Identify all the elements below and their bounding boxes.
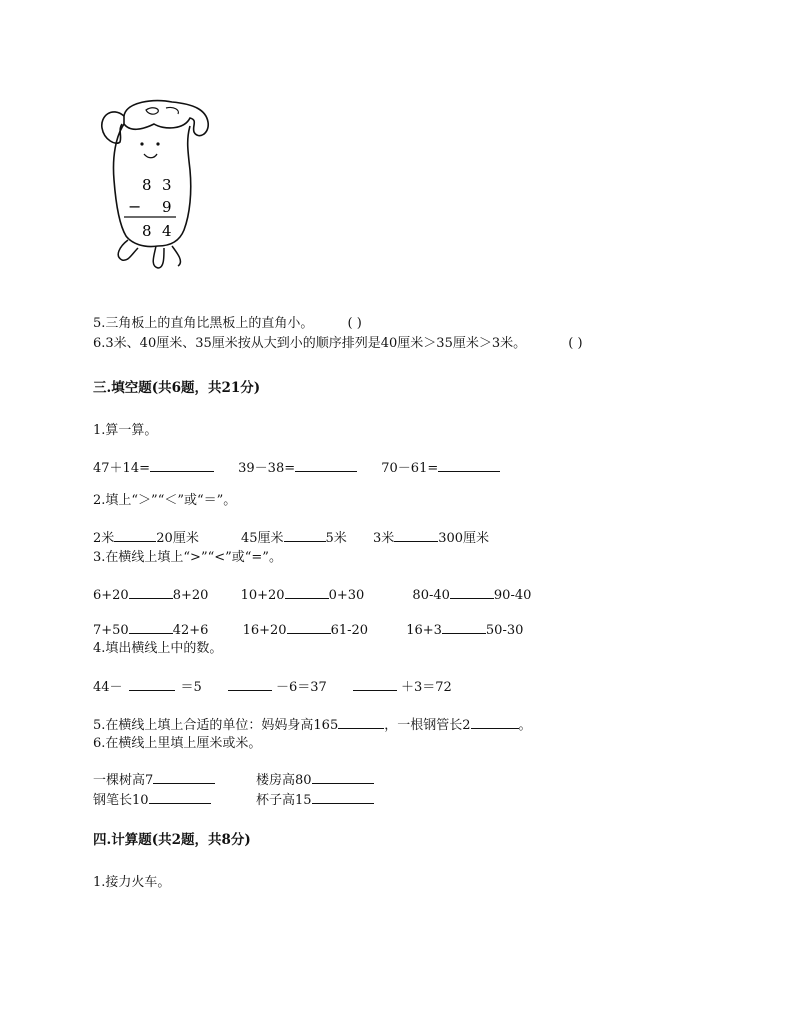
compare-right: 61-20 <box>330 623 369 638</box>
question-text: 。 <box>518 718 532 733</box>
answer-blank[interactable] <box>228 678 272 691</box>
calc-item: 70－61= <box>381 461 439 476</box>
answer-blank[interactable] <box>129 678 175 691</box>
calc-item: 47＋14= <box>93 461 150 476</box>
answer-blank[interactable] <box>114 529 156 542</box>
compare-right: 5米 <box>325 531 347 546</box>
answer-paren[interactable]: ( ) <box>347 316 362 331</box>
digit: 4 <box>162 222 172 240</box>
answer-blank[interactable] <box>285 586 329 599</box>
digit: 3 <box>162 176 172 194</box>
answer-blank[interactable] <box>295 459 357 472</box>
unit-item: 钢笔长10 <box>93 793 149 808</box>
section-title: 三.填空题(共6题，共21分) <box>93 380 261 396</box>
compare-left: 45厘米 <box>240 531 284 546</box>
answer-blank[interactable] <box>129 621 173 634</box>
question-label: 6.在横线上里填上厘米或米。 <box>93 736 262 751</box>
unit-item: 一棵树高7 <box>93 773 154 788</box>
compare-right: 20厘米 <box>156 531 199 546</box>
equation-part: －6＝37 <box>275 680 327 695</box>
compare-left: 16+3 <box>406 623 442 638</box>
question-label: 1.算一算。 <box>93 423 158 438</box>
answer-blank[interactable] <box>287 621 331 634</box>
dog-body <box>113 124 190 247</box>
equation-part: ＝5 <box>180 680 202 695</box>
compare-right: 90-40 <box>493 588 532 603</box>
compare-left: 6+20 <box>93 588 129 603</box>
compare-left: 3米 <box>372 531 395 546</box>
answer-blank[interactable] <box>442 621 486 634</box>
question-label: 3.在横线上填上“>”“<”或“=”。 <box>93 550 282 565</box>
answer-blank[interactable] <box>471 716 519 729</box>
answer-blank[interactable] <box>153 771 215 784</box>
equation-part: 44－ <box>93 680 123 695</box>
answer-blank[interactable] <box>150 459 214 472</box>
cartoon-dog-figure <box>94 96 214 276</box>
section-title: 四.计算题(共2题，共8分) <box>93 832 251 848</box>
answer-blank[interactable] <box>312 771 374 784</box>
answer-blank[interactable] <box>129 586 173 599</box>
compare-right: 8+20 <box>172 588 209 603</box>
question-text: 5.在横线上填上合适的单位：妈妈身高165 <box>93 718 339 733</box>
answer-blank[interactable] <box>438 459 500 472</box>
compare-right: 0+30 <box>328 588 365 603</box>
answer-blank[interactable] <box>284 529 326 542</box>
equation-part: ＋3＝72 <box>400 680 452 695</box>
compare-right: 300厘米 <box>438 531 490 546</box>
digit: 9 <box>162 198 172 216</box>
answer-blank[interactable] <box>394 529 438 542</box>
question-label: 4.填出横线上中的数。 <box>93 641 223 656</box>
digit: 8 <box>142 176 152 194</box>
compare-left: 16+20 <box>242 623 287 638</box>
judge-question-5: 5.三角板上的直角比黑板上的直角小。 <box>93 316 314 331</box>
answer-paren[interactable]: ( ) <box>568 336 583 351</box>
answer-blank[interactable] <box>338 716 384 729</box>
answer-blank[interactable] <box>312 791 374 804</box>
question-text: ，一根钢管长2 <box>384 718 471 733</box>
digit: 8 <box>142 222 152 240</box>
judge-question-6: 6.3米、40厘米、35厘米按从大到小的顺序排列是40厘米＞35厘米＞3米。 <box>93 336 527 351</box>
minus-sign: − <box>128 197 142 216</box>
unit-item: 杯子高15 <box>256 793 312 808</box>
compare-left: 10+20 <box>240 588 285 603</box>
question-label: 1.接力火车。 <box>93 875 171 890</box>
unit-item: 楼房高80 <box>256 773 312 788</box>
answer-blank[interactable] <box>450 586 494 599</box>
compare-left: 7+50 <box>93 623 129 638</box>
compare-right: 50-30 <box>485 623 524 638</box>
compare-right: 42+6 <box>172 623 209 638</box>
compare-left: 2米 <box>93 531 115 546</box>
answer-blank[interactable] <box>149 791 211 804</box>
dog-left-ear <box>102 112 124 143</box>
question-label: 2.填上“＞”“＜”或“＝”。 <box>93 493 237 508</box>
calc-item: 39－38= <box>238 461 296 476</box>
compare-left: 80-40 <box>412 588 450 603</box>
answer-blank[interactable] <box>353 678 397 691</box>
dog-head <box>124 101 208 136</box>
